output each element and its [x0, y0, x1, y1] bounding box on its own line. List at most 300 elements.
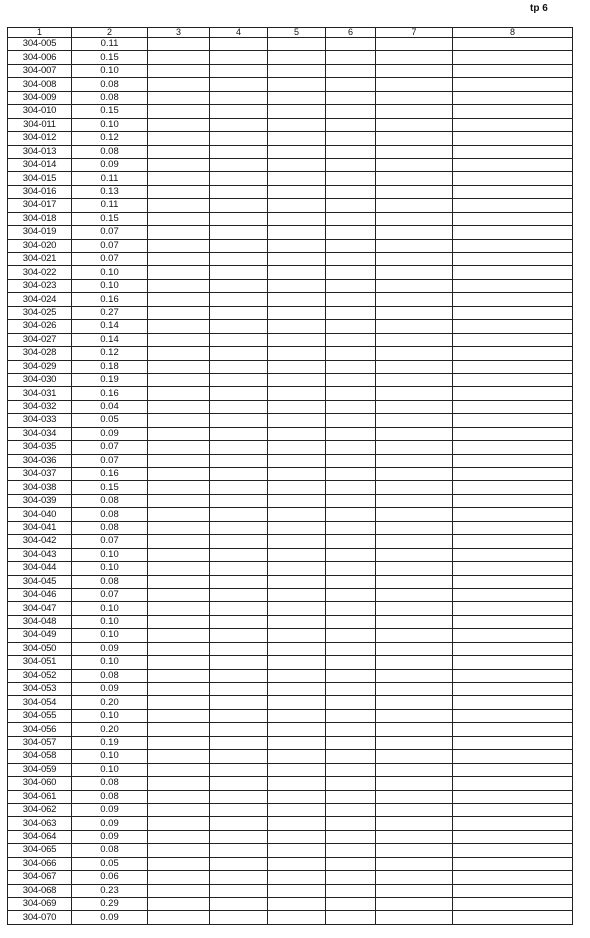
- table-body: [8, 38, 573, 925]
- item-code-cell: 304-046: [8, 588, 72, 601]
- empty-cell: [210, 750, 268, 763]
- empty-cell: [326, 400, 376, 413]
- empty-cell: [210, 508, 268, 521]
- value-cell: 0.08: [72, 78, 148, 91]
- item-code-cell: 304-029: [8, 360, 72, 373]
- empty-cell: [148, 709, 210, 722]
- empty-cell: [376, 508, 453, 521]
- table-row: [8, 629, 573, 642]
- value-cell: 0.29: [72, 898, 148, 911]
- table-row: [8, 750, 573, 763]
- empty-cell: [148, 279, 210, 292]
- value-cell: 0.19: [72, 736, 148, 749]
- empty-cell: [453, 199, 573, 212]
- value-cell: 0.10: [72, 266, 148, 279]
- empty-cell: [210, 602, 268, 615]
- value-cell: 0.07: [72, 588, 148, 601]
- empty-cell: [453, 64, 573, 77]
- empty-cell: [210, 145, 268, 158]
- empty-cell: [326, 118, 376, 131]
- empty-cell: [326, 172, 376, 185]
- empty-cell: [453, 279, 573, 292]
- value-cell: 0.07: [72, 226, 148, 239]
- empty-cell: [268, 468, 326, 481]
- empty-cell: [453, 441, 573, 454]
- empty-cell: [268, 38, 326, 51]
- item-code-cell: 304-055: [8, 709, 72, 722]
- empty-cell: [326, 360, 376, 373]
- table-row: [8, 521, 573, 534]
- item-code-cell: 304-039: [8, 494, 72, 507]
- table-row: [8, 400, 573, 413]
- table-row: [8, 723, 573, 736]
- empty-cell: [376, 373, 453, 386]
- table-row: [8, 803, 573, 816]
- value-cell: 0.18: [72, 360, 148, 373]
- item-code-cell: 304-060: [8, 777, 72, 790]
- empty-cell: [376, 481, 453, 494]
- empty-cell: [268, 360, 326, 373]
- empty-cell: [453, 387, 573, 400]
- empty-cell: [148, 185, 210, 198]
- empty-cell: [326, 535, 376, 548]
- empty-cell: [326, 642, 376, 655]
- table-row: [8, 588, 573, 601]
- empty-cell: [376, 763, 453, 776]
- table-row: [8, 387, 573, 400]
- empty-cell: [376, 494, 453, 507]
- table-row: [8, 105, 573, 118]
- item-code-cell: 304-012: [8, 132, 72, 145]
- empty-cell: [268, 817, 326, 830]
- empty-cell: [376, 333, 453, 346]
- empty-cell: [376, 427, 453, 440]
- table-row: [8, 736, 573, 749]
- empty-cell: [210, 172, 268, 185]
- item-code-cell: 304-056: [8, 723, 72, 736]
- value-cell: 0.10: [72, 602, 148, 615]
- item-code-cell: 304-013: [8, 145, 72, 158]
- empty-cell: [326, 91, 376, 104]
- empty-cell: [210, 830, 268, 843]
- empty-cell: [326, 468, 376, 481]
- data-table: [7, 27, 573, 925]
- value-cell: 0.05: [72, 857, 148, 870]
- empty-cell: [148, 51, 210, 64]
- empty-cell: [326, 696, 376, 709]
- empty-cell: [376, 400, 453, 413]
- item-code-cell: 304-035: [8, 441, 72, 454]
- empty-cell: [148, 790, 210, 803]
- header-row: [8, 28, 573, 38]
- table-row: [8, 656, 573, 669]
- empty-cell: [148, 454, 210, 467]
- empty-cell: [326, 158, 376, 171]
- empty-cell: [148, 857, 210, 870]
- empty-cell: [376, 575, 453, 588]
- empty-cell: [376, 803, 453, 816]
- empty-cell: [453, 91, 573, 104]
- empty-cell: [268, 373, 326, 386]
- item-code-cell: 304-052: [8, 669, 72, 682]
- value-cell: 0.07: [72, 253, 148, 266]
- table-row: [8, 911, 573, 924]
- empty-cell: [453, 454, 573, 467]
- item-code-cell: 304-032: [8, 400, 72, 413]
- empty-cell: [268, 844, 326, 857]
- empty-cell: [148, 871, 210, 884]
- empty-cell: [376, 158, 453, 171]
- empty-cell: [210, 347, 268, 360]
- empty-cell: [210, 736, 268, 749]
- table-row: [8, 615, 573, 628]
- empty-cell: [453, 481, 573, 494]
- item-code-cell: 304-023: [8, 279, 72, 292]
- empty-cell: [326, 857, 376, 870]
- table-row: [8, 683, 573, 696]
- empty-cell: [453, 790, 573, 803]
- page-label: tp 6: [530, 3, 548, 14]
- empty-cell: [326, 51, 376, 64]
- table-row: [8, 696, 573, 709]
- empty-cell: [326, 709, 376, 722]
- item-code-cell: 304-031: [8, 387, 72, 400]
- empty-cell: [268, 575, 326, 588]
- value-cell: 0.12: [72, 132, 148, 145]
- empty-cell: [148, 844, 210, 857]
- value-cell: 0.05: [72, 414, 148, 427]
- empty-cell: [453, 683, 573, 696]
- item-code-cell: 304-021: [8, 253, 72, 266]
- empty-cell: [210, 226, 268, 239]
- value-cell: 0.10: [72, 709, 148, 722]
- value-cell: 0.08: [72, 790, 148, 803]
- item-code-cell: 304-027: [8, 333, 72, 346]
- value-cell: 0.08: [72, 844, 148, 857]
- item-code-cell: 304-050: [8, 642, 72, 655]
- empty-cell: [148, 884, 210, 897]
- empty-cell: [326, 185, 376, 198]
- item-code-cell: 304-038: [8, 481, 72, 494]
- empty-cell: [453, 158, 573, 171]
- value-cell: 0.11: [72, 199, 148, 212]
- empty-cell: [326, 454, 376, 467]
- empty-cell: [453, 911, 573, 924]
- empty-cell: [210, 333, 268, 346]
- table-row: [8, 763, 573, 776]
- empty-cell: [210, 790, 268, 803]
- item-code-cell: 304-020: [8, 239, 72, 252]
- empty-cell: [268, 871, 326, 884]
- item-code-cell: 304-066: [8, 857, 72, 870]
- value-cell: 0.04: [72, 400, 148, 413]
- value-cell: 0.15: [72, 51, 148, 64]
- value-cell: 0.15: [72, 105, 148, 118]
- empty-cell: [326, 683, 376, 696]
- value-cell: 0.10: [72, 562, 148, 575]
- empty-cell: [268, 387, 326, 400]
- empty-cell: [453, 414, 573, 427]
- empty-cell: [148, 347, 210, 360]
- value-cell: 0.14: [72, 320, 148, 333]
- empty-cell: [326, 602, 376, 615]
- empty-cell: [376, 38, 453, 51]
- empty-cell: [148, 696, 210, 709]
- empty-cell: [326, 441, 376, 454]
- table-row: [8, 844, 573, 857]
- table-row: [8, 481, 573, 494]
- empty-cell: [210, 629, 268, 642]
- empty-cell: [148, 105, 210, 118]
- value-cell: 0.20: [72, 723, 148, 736]
- empty-cell: [326, 414, 376, 427]
- item-code-cell: 304-070: [8, 911, 72, 924]
- empty-cell: [148, 548, 210, 561]
- empty-cell: [210, 763, 268, 776]
- empty-cell: [148, 723, 210, 736]
- empty-cell: [376, 468, 453, 481]
- empty-cell: [148, 414, 210, 427]
- empty-cell: [268, 750, 326, 763]
- empty-cell: [453, 588, 573, 601]
- column-header: 2: [72, 28, 148, 38]
- empty-cell: [453, 696, 573, 709]
- value-cell: 0.12: [72, 347, 148, 360]
- value-cell: 0.10: [72, 615, 148, 628]
- table-row: [8, 548, 573, 561]
- empty-cell: [376, 736, 453, 749]
- table-row: [8, 333, 573, 346]
- empty-cell: [268, 709, 326, 722]
- empty-cell: [376, 884, 453, 897]
- empty-cell: [268, 320, 326, 333]
- empty-cell: [453, 427, 573, 440]
- empty-cell: [453, 360, 573, 373]
- empty-cell: [268, 669, 326, 682]
- empty-cell: [453, 400, 573, 413]
- table-row: [8, 468, 573, 481]
- value-cell: 0.27: [72, 306, 148, 319]
- empty-cell: [210, 266, 268, 279]
- empty-cell: [326, 575, 376, 588]
- empty-cell: [453, 602, 573, 615]
- empty-cell: [210, 481, 268, 494]
- empty-cell: [453, 293, 573, 306]
- empty-cell: [453, 656, 573, 669]
- table-row: [8, 78, 573, 91]
- table-row: [8, 373, 573, 386]
- empty-cell: [268, 91, 326, 104]
- empty-cell: [148, 441, 210, 454]
- empty-cell: [210, 709, 268, 722]
- table-row: [8, 172, 573, 185]
- empty-cell: [268, 253, 326, 266]
- empty-cell: [453, 105, 573, 118]
- empty-cell: [376, 723, 453, 736]
- empty-cell: [376, 226, 453, 239]
- table-row: [8, 871, 573, 884]
- item-code-cell: 304-015: [8, 172, 72, 185]
- empty-cell: [326, 521, 376, 534]
- empty-cell: [326, 750, 376, 763]
- empty-cell: [148, 736, 210, 749]
- empty-cell: [210, 427, 268, 440]
- item-code-cell: 304-017: [8, 199, 72, 212]
- empty-cell: [210, 293, 268, 306]
- empty-cell: [326, 333, 376, 346]
- empty-cell: [268, 884, 326, 897]
- empty-cell: [453, 521, 573, 534]
- table-row: [8, 508, 573, 521]
- empty-cell: [453, 709, 573, 722]
- empty-cell: [268, 615, 326, 628]
- empty-cell: [268, 656, 326, 669]
- empty-cell: [268, 898, 326, 911]
- table-row: [8, 884, 573, 897]
- empty-cell: [326, 656, 376, 669]
- value-cell: 0.08: [72, 145, 148, 158]
- empty-cell: [210, 320, 268, 333]
- table-row: [8, 777, 573, 790]
- empty-cell: [453, 548, 573, 561]
- empty-cell: [268, 306, 326, 319]
- empty-cell: [326, 803, 376, 816]
- empty-cell: [376, 857, 453, 870]
- empty-cell: [326, 588, 376, 601]
- table-row: [8, 266, 573, 279]
- item-code-cell: 304-057: [8, 736, 72, 749]
- empty-cell: [376, 777, 453, 790]
- item-code-cell: 304-047: [8, 602, 72, 615]
- empty-cell: [268, 481, 326, 494]
- empty-cell: [376, 750, 453, 763]
- empty-cell: [268, 548, 326, 561]
- empty-cell: [268, 212, 326, 225]
- empty-cell: [453, 226, 573, 239]
- empty-cell: [148, 830, 210, 843]
- table-row: [8, 306, 573, 319]
- empty-cell: [148, 253, 210, 266]
- item-code-cell: 304-014: [8, 158, 72, 171]
- empty-cell: [268, 521, 326, 534]
- empty-cell: [376, 602, 453, 615]
- empty-cell: [148, 145, 210, 158]
- empty-cell: [210, 387, 268, 400]
- empty-cell: [376, 615, 453, 628]
- empty-cell: [453, 253, 573, 266]
- empty-cell: [326, 481, 376, 494]
- value-cell: 0.10: [72, 548, 148, 561]
- table-row: [8, 427, 573, 440]
- value-cell: 0.16: [72, 468, 148, 481]
- value-cell: 0.09: [72, 158, 148, 171]
- empty-cell: [148, 306, 210, 319]
- value-cell: 0.10: [72, 656, 148, 669]
- empty-cell: [268, 777, 326, 790]
- empty-cell: [148, 521, 210, 534]
- empty-cell: [210, 494, 268, 507]
- empty-cell: [326, 239, 376, 252]
- empty-cell: [268, 118, 326, 131]
- empty-cell: [268, 185, 326, 198]
- empty-cell: [326, 844, 376, 857]
- empty-cell: [326, 790, 376, 803]
- empty-cell: [376, 911, 453, 924]
- empty-cell: [148, 494, 210, 507]
- empty-cell: [326, 145, 376, 158]
- empty-cell: [376, 347, 453, 360]
- empty-cell: [326, 427, 376, 440]
- table-row: [8, 293, 573, 306]
- empty-cell: [210, 468, 268, 481]
- empty-cell: [326, 212, 376, 225]
- empty-cell: [376, 387, 453, 400]
- empty-cell: [376, 293, 453, 306]
- empty-cell: [453, 51, 573, 64]
- empty-cell: [376, 629, 453, 642]
- empty-cell: [210, 575, 268, 588]
- empty-cell: [268, 64, 326, 77]
- empty-cell: [326, 38, 376, 51]
- empty-cell: [210, 400, 268, 413]
- table-row: [8, 602, 573, 615]
- empty-cell: [210, 615, 268, 628]
- empty-cell: [326, 777, 376, 790]
- empty-cell: [453, 817, 573, 830]
- table-row: [8, 669, 573, 682]
- empty-cell: [148, 535, 210, 548]
- empty-cell: [376, 441, 453, 454]
- empty-cell: [453, 118, 573, 131]
- value-cell: 0.10: [72, 64, 148, 77]
- empty-cell: [453, 723, 573, 736]
- table-row: [8, 642, 573, 655]
- empty-cell: [268, 293, 326, 306]
- empty-cell: [210, 64, 268, 77]
- value-cell: 0.07: [72, 454, 148, 467]
- empty-cell: [148, 293, 210, 306]
- empty-cell: [376, 360, 453, 373]
- empty-cell: [268, 642, 326, 655]
- table-row: [8, 91, 573, 104]
- empty-cell: [326, 387, 376, 400]
- value-cell: 0.09: [72, 830, 148, 843]
- value-cell: 0.15: [72, 481, 148, 494]
- empty-cell: [326, 132, 376, 145]
- empty-cell: [148, 669, 210, 682]
- empty-cell: [376, 91, 453, 104]
- item-code-cell: 304-054: [8, 696, 72, 709]
- empty-cell: [210, 454, 268, 467]
- empty-cell: [148, 400, 210, 413]
- empty-cell: [148, 118, 210, 131]
- empty-cell: [268, 562, 326, 575]
- empty-cell: [148, 91, 210, 104]
- empty-cell: [268, 508, 326, 521]
- empty-cell: [376, 696, 453, 709]
- value-cell: 0.11: [72, 38, 148, 51]
- item-code-cell: 304-034: [8, 427, 72, 440]
- empty-cell: [268, 683, 326, 696]
- value-cell: 0.08: [72, 521, 148, 534]
- empty-cell: [268, 763, 326, 776]
- empty-cell: [148, 898, 210, 911]
- item-code-cell: 304-010: [8, 105, 72, 118]
- empty-cell: [376, 105, 453, 118]
- empty-cell: [268, 226, 326, 239]
- empty-cell: [210, 199, 268, 212]
- item-code-cell: 304-011: [8, 118, 72, 131]
